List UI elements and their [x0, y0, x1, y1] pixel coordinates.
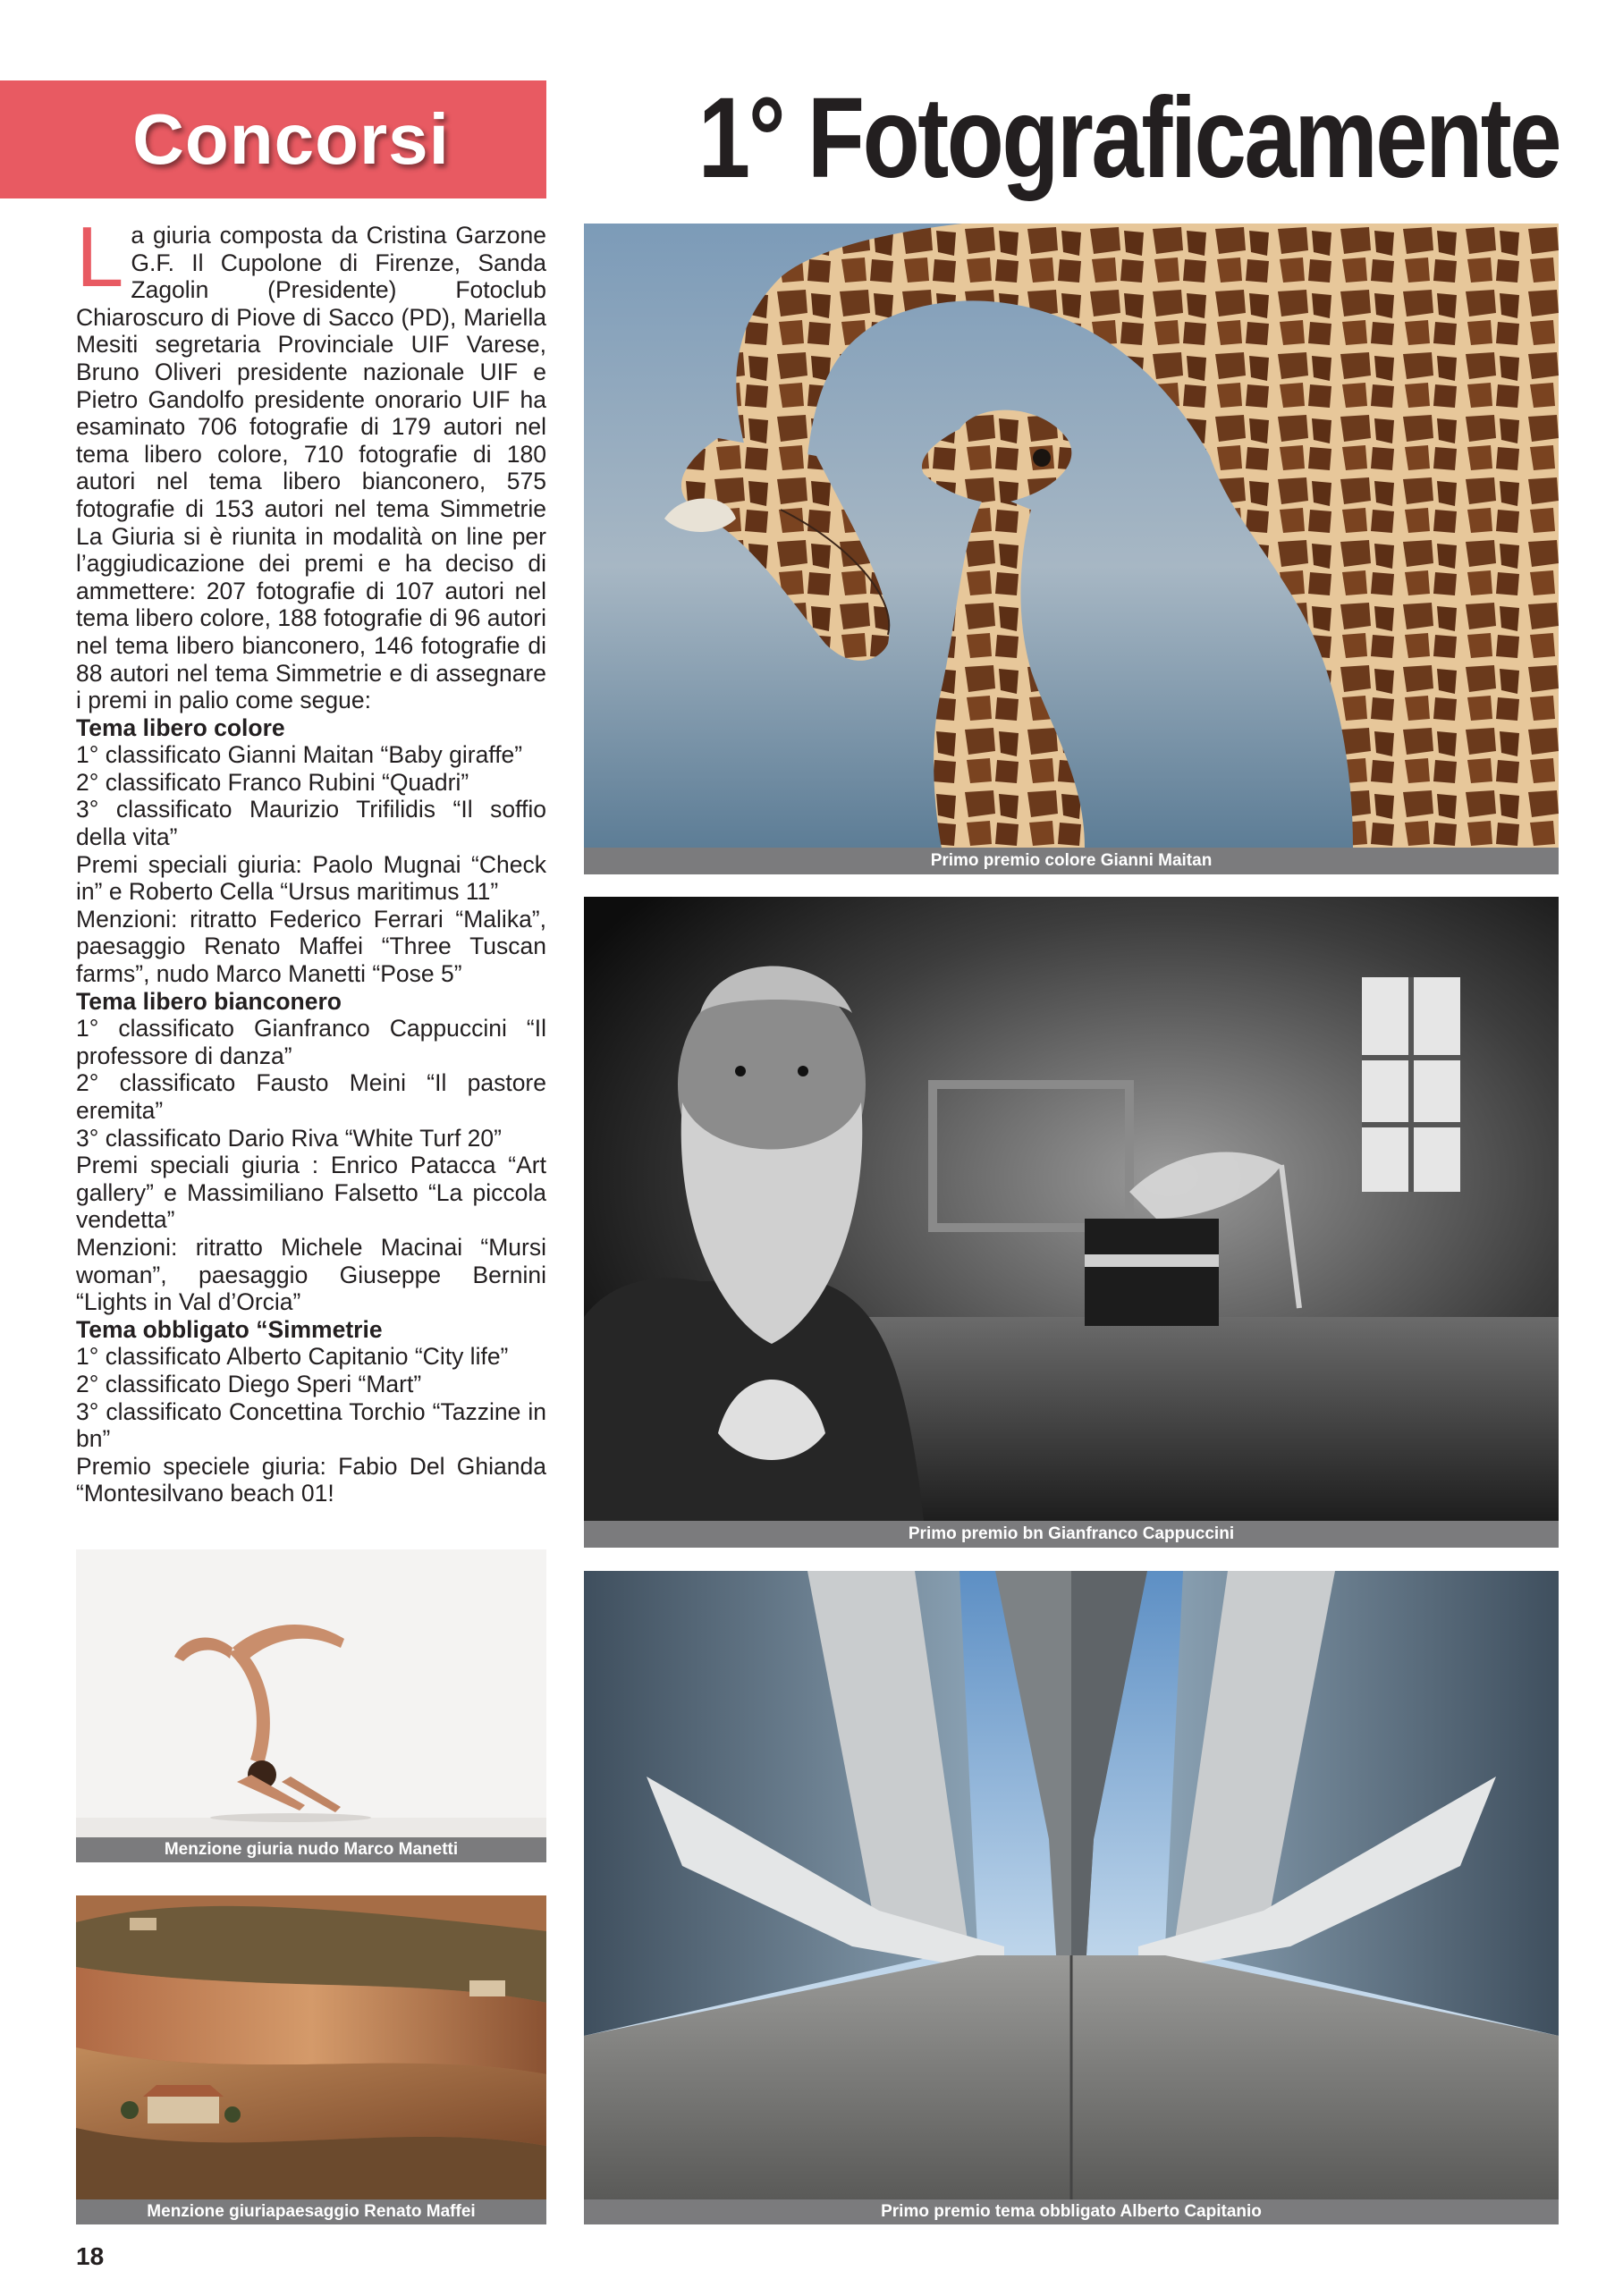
colore-third: 3° classificato Maurizio Trifilidis “Il soffio della vita” [76, 796, 546, 851]
caption-bn: Primo premio bn Gianfranco Cappuccini [584, 1521, 1559, 1548]
simmetrie-first: 1° classificato Alberto Capitanio “City life” [76, 1343, 509, 1371]
caption-simmetrie: Primo premio tema obbligato Alberto Capitanio [584, 2199, 1559, 2224]
intro-text: a giuria composta da Cristina Garzone G.F. Il Cupolone di Firenze, Sanda Zagolin (Presidente) Fotoclub Chiaroscuro di Piove di Sacco (PD), Mariella Mesiti segretaria Provinciale UIF Varese, Bruno Oliveri presidente nazionale UIF e Pietro Gandolfo presidente onorario UIF ha esaminato 706 fotografie di 179 autori nel tema libero colore, 710 fotografie di 180 autori nel tema libero bianconero, 575 fotografie di 153 autori nel tema Simmetrie La Giuria si è riunita in modalità on line per l’aggiudicazione dei premi e ha deciso di ammettere: 207 fotografie di 107 autori nel tema libero colore, 188 fotografie di 96 autori nel tema libero bianconero, 146 fotografie di 88 autori nel tema Simmetrie e di assegnare i premi in palio come segue: [76, 222, 546, 714]
caption-giraffe: Primo premio colore Gianni Maitan [584, 848, 1559, 874]
photo-acrobat [76, 1549, 546, 1837]
photo-tuscan-landscape [76, 1895, 546, 2199]
page-number: 18 [76, 2242, 105, 2270]
caption-paesaggio: Menzione giuriapaesaggio Renato Maffei [76, 2199, 546, 2224]
colore-mentions: Menzioni: ritratto Federico Ferrari “Malika”, paesaggio Renato Maffei “Three Tuscan farms”, nudo Marco Manetti “Pose 5” [76, 905, 546, 988]
bianconero-second: 2° classificato Fausto Meini “Il pastore eremita” [76, 1069, 546, 1124]
simmetrie-special: Premio speciele giuria: Fabio Del Ghianda “Montesilvano beach 01! [76, 1452, 546, 1507]
simmetrie-second: 2° classificato Diego Speri “Mart” [76, 1370, 422, 1397]
photo-giraffes [584, 224, 1559, 848]
heading-simmetrie: Tema obbligato “Simmetrie [76, 1315, 383, 1343]
section-label: Concorsi [132, 99, 450, 179]
photo-bearded-man-dancer [584, 897, 1559, 1521]
heading-colore: Tema libero colore [76, 713, 285, 741]
article-intro [76, 209, 546, 714]
bianconero-special: Premi speciali giuria : Enrico Patacca “Art gallery” e Massimiliano Falsetto “La piccola vendetta” [76, 1152, 546, 1234]
colore-first: 1° classificato Gianni Maitan “Baby giraffe” [76, 741, 523, 769]
photo-symmetry-architecture [584, 1571, 1559, 2199]
bianconero-third: 3° classificato Dario Riva “White Turf 20” [76, 1124, 502, 1152]
colore-special: Premi speciali giuria: Paolo Mugnai “Check in” e Roberto Cella “Ursus maritimus 11” [76, 850, 546, 906]
bianconero-mentions: Menzioni: ritratto Michele Macinai “Mursi woman”, paesaggio Giuseppe Bernini “Lights in Val d’Orcia” [76, 1233, 546, 1316]
section-banner [0, 80, 546, 198]
page-title: 1° Fotograficamente [697, 74, 1560, 202]
heading-bianconero: Tema libero bianconero [76, 987, 342, 1015]
simmetrie-third: 3° classificato Concettina Torchio “Tazzine in bn” [76, 1397, 546, 1453]
bianconero-first: 1° classificato Gianfranco Cappuccini “Il professore di danza” [76, 1015, 546, 1069]
drop-cap: L [76, 209, 124, 305]
caption-nudo: Menzione giuria nudo Marco Manetti [76, 1837, 546, 1862]
colore-second: 2° classificato Franco Rubini “Quadri” [76, 768, 469, 796]
article-body [76, 209, 546, 1507]
